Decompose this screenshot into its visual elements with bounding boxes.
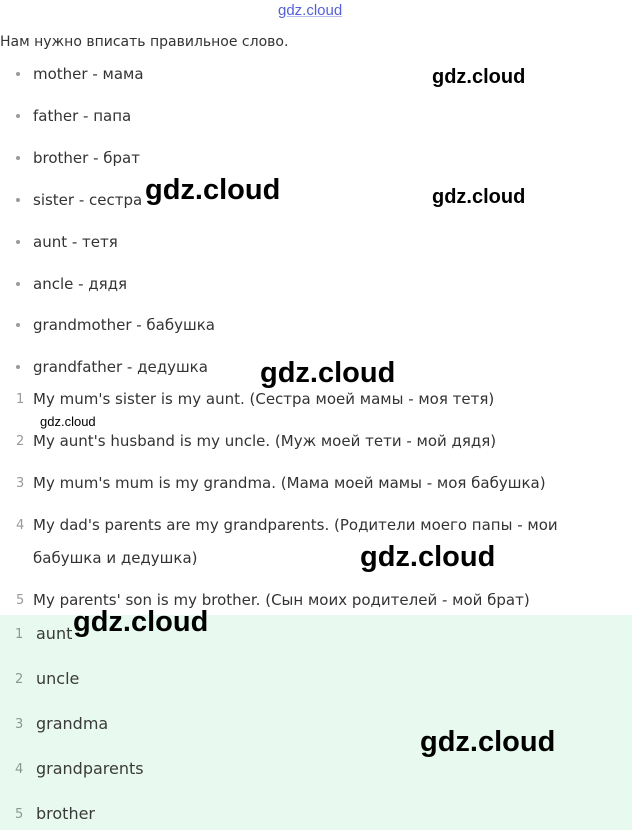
bullet-icon <box>16 198 20 202</box>
bullet-icon <box>16 240 20 244</box>
vocab-item <box>16 316 215 334</box>
watermark: gdz.cloud <box>432 186 526 208</box>
sentence-text: My mum's sister is my aunt. (Сестра моей мамы - моя тетя) <box>33 390 495 408</box>
vocab-text: mother - мама <box>33 65 144 83</box>
watermark: gdz.cloud <box>260 357 396 389</box>
intro-text: Нам нужно вписать правильное слово. <box>0 34 289 50</box>
answer-text: brother <box>36 804 96 823</box>
sentence-text: My mum's mum is my grandma. (Мама моей мамы - моя бабушка) <box>33 474 546 492</box>
vocab-text: grandfather - дедушка <box>33 358 208 376</box>
sentence-text: My dad's parents are my grandparents. (Родители моего папы - мои <box>33 516 558 534</box>
sentence-number: 3 <box>16 476 25 491</box>
vocab-text: sister - сестра <box>33 191 143 209</box>
vocab-text: aunt - тетя <box>33 233 118 251</box>
vocab-text: grandmother - бабушка <box>33 316 215 334</box>
sentence-number: 5 <box>16 593 25 608</box>
vocab-item <box>16 233 118 251</box>
vocab-item <box>16 275 127 293</box>
answer-text: grandparents <box>36 759 144 778</box>
vocab-text: ancle - дядя <box>33 275 128 293</box>
watermark: gdz.cloud <box>432 66 526 88</box>
answer-number: 1 <box>15 627 24 642</box>
sentence-text: My aunt's husband is my uncle. (Муж моей тети - мой дядя) <box>33 432 497 450</box>
bullet-icon <box>16 72 20 76</box>
watermark: gdz.cloud <box>360 541 496 573</box>
bullet-icon <box>16 114 20 118</box>
vocab-text: brother - брат <box>33 149 140 167</box>
sentence-number: 4 <box>16 518 25 533</box>
sentence-number: 1 <box>16 392 25 407</box>
watermark: gdz.cloud <box>420 726 556 758</box>
watermark: gdz.cloud <box>145 174 281 206</box>
answer-text: uncle <box>36 669 80 688</box>
bullet-icon <box>16 282 20 286</box>
answer-text: grandma <box>36 714 109 733</box>
answer-number: 2 <box>15 672 24 687</box>
bullet-icon <box>16 365 20 369</box>
bullet-icon <box>16 323 20 327</box>
vocab-item <box>16 358 208 376</box>
vocab-item <box>16 191 142 209</box>
answer-number: 3 <box>15 717 24 732</box>
vocab-item <box>16 65 144 83</box>
sentence-text: My parents' son is my brother. (Сын моих родителей - мой брат) <box>33 591 530 609</box>
answer-number: 5 <box>15 807 24 822</box>
answer-number: 4 <box>15 762 24 777</box>
vocab-item <box>16 149 140 167</box>
watermark: gdz.cloud <box>40 414 96 429</box>
vocab-text: father - папа <box>33 107 132 125</box>
sentence-text-continued: бабушка и дедушка) <box>33 549 198 567</box>
answer-text: aunt <box>36 624 73 643</box>
sentence-number: 2 <box>16 434 25 449</box>
site-logo[interactable]: gdz.cloud <box>278 2 343 19</box>
vocab-item <box>16 107 131 125</box>
bullet-icon <box>16 156 20 160</box>
watermark: gdz.cloud <box>73 606 209 638</box>
